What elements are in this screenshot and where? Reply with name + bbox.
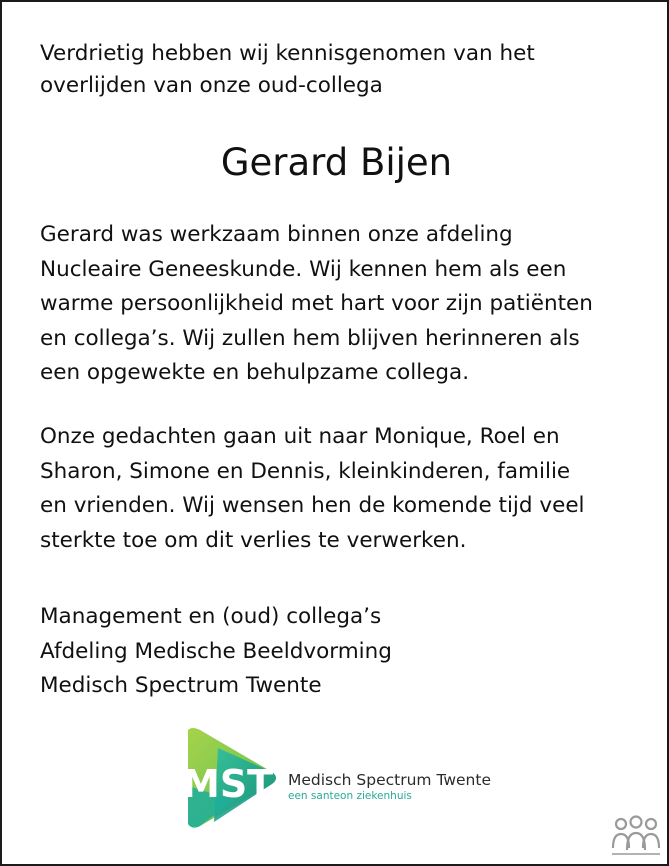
paragraph-line: warme persoonlijkheid met hart voor zijn patiënten <box>40 291 593 316</box>
paragraph-line: en vrienden. Wij wensen hen de komende tijd veel <box>40 493 585 518</box>
deceased-name: Gerard Bijen <box>220 141 453 184</box>
paragraph-condolences <box>40 420 650 558</box>
intro-text <box>40 38 640 102</box>
signature-line: Medisch Spectrum Twente <box>40 673 322 698</box>
signature-line: Management en (oud) collega’s <box>40 604 382 629</box>
people-group-icon <box>610 814 662 858</box>
logo-tagline: een santeon ziekenhuis <box>288 790 412 802</box>
paragraph-line: Gerard was werkzaam binnen onze afdeling <box>40 222 513 247</box>
mst-logo <box>174 726 514 830</box>
paragraph-line: Sharon, Simone en Dennis, kleinkinderen, familie <box>40 458 571 484</box>
intro-line: Verdrietig hebben wij kennisgenomen van het <box>40 41 535 66</box>
signature-line: Afdeling Medische Beeldvorming <box>40 638 392 664</box>
paragraph-line: Nucleaire Geneeskunde. Wij kennen hem als een <box>40 256 567 282</box>
intro-line: overlijden van onze oud-collega <box>40 73 383 98</box>
paragraph-line: en collega’s. Wij zullen hem blijven herinneren als <box>40 325 580 351</box>
paragraph-line: een opgewekte en behulpzame collega. <box>40 360 470 385</box>
logo-abbreviation: MST <box>182 762 274 806</box>
logo-organization-name: Medisch Spectrum Twente <box>288 771 491 789</box>
paragraph-work <box>40 218 650 391</box>
paragraph-line: sterkte toe om dit verlies te verwerken. <box>40 527 467 553</box>
signature-block <box>40 600 640 704</box>
paragraph-line: Onze gedachten gaan uit naar Monique, Roel en <box>40 424 560 449</box>
